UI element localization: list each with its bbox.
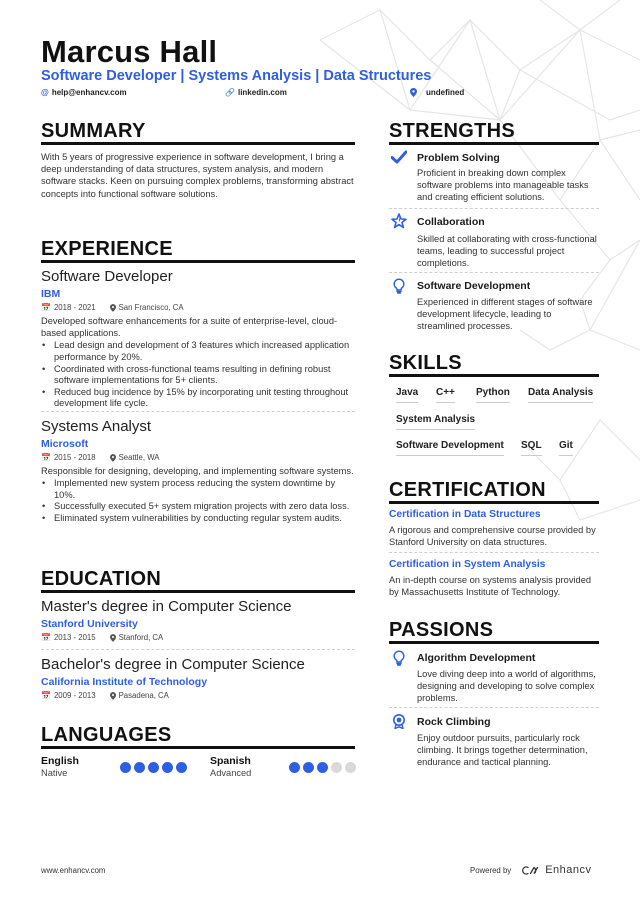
proficiency-dot-empty xyxy=(331,762,342,773)
star-icon xyxy=(391,213,407,229)
passion-title: Rock Climbing xyxy=(417,716,491,728)
certification-title: Certification in Data Structures xyxy=(389,509,541,520)
proficiency-dot-filled xyxy=(303,762,314,773)
skill-tag: C++ xyxy=(436,387,455,403)
proficiency-dot-filled xyxy=(317,762,328,773)
certification-text: An in-depth course on systems analysis provided by Massachusetts Institute of Technology. xyxy=(389,575,592,598)
strength-title: Software Development xyxy=(417,280,531,292)
summary-text: With 5 years of progressive experience in software development, I bring a deep understanding of data structures, system analysis, and modern software stacks. Keen on pursuing complex problems, transforming abstract concepts into functional software solutions. xyxy=(41,152,354,199)
skill-tag: SQL xyxy=(521,440,542,456)
proficiency-dot-filled xyxy=(134,762,145,773)
strength-text: Proficient in breaking down complex software problems into manageable tasks and creating efficient solutions. xyxy=(417,168,589,203)
footer-website[interactable]: www.enhancv.com xyxy=(41,866,106,875)
proficiency-dot-filled xyxy=(176,762,187,773)
proficiency-dot-filled xyxy=(120,762,131,773)
proficiency-dot-filled xyxy=(162,762,173,773)
divider xyxy=(41,649,355,650)
location-pin-icon xyxy=(410,88,417,97)
job-bullet: • Coordinated with cross-functional teams resulting in defining robust software implementations for 5+ clients. xyxy=(41,364,357,387)
skill-tag: Data Analysis xyxy=(528,387,593,403)
divider xyxy=(389,272,599,273)
divider xyxy=(389,707,599,708)
powered-by-label: Powered by xyxy=(470,865,512,875)
job-bullet: • Lead design and development of 3 features which increased application performance by 20%. xyxy=(41,340,357,363)
check-icon xyxy=(391,150,407,166)
passion-text: Enjoy outdoor pursuits, particularly rock climbing. It brings together determination, endurance and tactical planning. xyxy=(417,733,588,768)
education-dates: 2009 - 2013 xyxy=(53,691,96,700)
location-text: undefined xyxy=(426,88,465,97)
strength-title: Problem Solving xyxy=(417,152,500,164)
job-dates: 2015 - 2018 xyxy=(53,453,96,462)
strength-text: Skilled at collaborating with cross-functional teams, leading to successful project completions. xyxy=(417,234,597,269)
location-pin-icon xyxy=(110,634,116,642)
degree-title: Bachelor's degree in Computer Science xyxy=(41,656,305,673)
passion-title: Algorithm Development xyxy=(417,652,536,664)
divider xyxy=(389,208,599,209)
email-text: help@enhancv.com xyxy=(51,88,127,97)
proficiency-dot-filled xyxy=(289,762,300,773)
strength-text: Experienced in different stages of software development lifecycle, leading to streamlined processes. xyxy=(417,297,593,332)
language-proficiency-dots xyxy=(120,762,187,773)
education-meta xyxy=(41,633,357,642)
location-pin-icon xyxy=(110,304,116,312)
job-company: IBM xyxy=(41,288,61,300)
strength-title: Collaboration xyxy=(417,216,485,228)
job-location: San Francisco, CA xyxy=(118,303,184,312)
summary-rule xyxy=(41,142,355,145)
skill-tag: Git xyxy=(559,440,573,456)
education-rule xyxy=(41,590,355,593)
experience-rule xyxy=(41,260,355,263)
enhancv-logo[interactable] xyxy=(521,864,591,876)
languages-rule xyxy=(41,746,355,749)
degree-title: Master's degree in Computer Science xyxy=(41,598,292,615)
skill-tag: Java xyxy=(396,387,418,403)
calendar-icon: 📅 xyxy=(41,453,51,462)
skill-tag: Software Development xyxy=(396,440,504,456)
education-entry xyxy=(41,656,357,700)
footer-branding xyxy=(470,864,592,876)
education-heading: EDUCATION xyxy=(41,568,162,590)
strengths-rule xyxy=(389,142,599,145)
lightbulb-icon xyxy=(391,650,407,666)
job-meta xyxy=(41,303,357,312)
job-bullets xyxy=(41,340,357,410)
experience-heading: EXPERIENCE xyxy=(41,238,173,260)
link-icon: 🔗 xyxy=(225,88,235,97)
job-location: Seattle, WA xyxy=(118,453,160,462)
strengths-heading: STRENGTHS xyxy=(389,120,516,142)
education-location: Stanford, CA xyxy=(118,633,164,642)
summary-heading: SUMMARY xyxy=(41,120,146,142)
languages-heading: LANGUAGES xyxy=(41,724,172,746)
school-name: Stanford University xyxy=(41,618,138,630)
calendar-icon: 📅 xyxy=(41,633,51,642)
proficiency-dot-empty xyxy=(345,762,356,773)
enhancv-logo-icon xyxy=(521,865,541,876)
job-company: Microsoft xyxy=(41,438,89,450)
job-bullet: • Reduced bug incidence by 15% by incorporating unit testing throughout development life cycle. xyxy=(41,387,357,410)
school-name: California Institute of Technology xyxy=(41,676,208,688)
brand-name: Enhancv xyxy=(545,864,592,876)
language-level: Advanced xyxy=(210,768,252,778)
job-bullet: • Implemented new system process reducing the system downtime by 10%. xyxy=(41,478,357,501)
skill-tag: System Analysis xyxy=(396,414,475,430)
job-dates: 2018 - 2021 xyxy=(53,303,96,312)
job-description: Responsible for designing, developing, and implementing software systems. xyxy=(41,466,354,476)
contact-linkedin[interactable] xyxy=(225,88,287,97)
proficiency-dot-filled xyxy=(148,762,159,773)
skill-tag: Python xyxy=(476,387,510,403)
job-bullet: • Eliminated system vulnerabilities by conducting regular system audits. xyxy=(41,513,357,525)
certification-text: A rigorous and comprehensive course provided by Stanford University on data structures. xyxy=(389,525,596,548)
linkedin-text: linkedin.com xyxy=(237,88,287,97)
passions-rule xyxy=(389,641,599,644)
contact-location xyxy=(410,88,464,97)
divider xyxy=(41,411,355,412)
education-dates: 2013 - 2015 xyxy=(53,633,96,642)
skills-rule xyxy=(389,374,599,377)
certification-rule xyxy=(389,501,599,504)
language-name: Spanish xyxy=(210,755,251,767)
job-title: Software Developer xyxy=(41,268,173,285)
job-entry xyxy=(41,418,357,525)
skills-heading: SKILLS xyxy=(389,352,462,374)
medal-icon xyxy=(391,713,407,729)
job-meta xyxy=(41,453,357,462)
education-meta xyxy=(41,691,357,700)
language-level: Native xyxy=(41,768,68,778)
location-pin-icon xyxy=(110,454,116,462)
passions-heading: PASSIONS xyxy=(389,619,494,641)
candidate-name: Marcus Hall xyxy=(41,34,218,69)
candidate-subtitle: Software Developer | Systems Analysis | Data Structures xyxy=(41,68,432,84)
calendar-icon: 📅 xyxy=(41,691,51,700)
job-entry xyxy=(41,268,357,410)
location-pin-icon xyxy=(110,692,116,700)
job-bullets xyxy=(41,478,357,524)
certification-title: Certification in System Analysis xyxy=(389,559,546,570)
education-location: Pasadena, CA xyxy=(118,691,169,700)
at-icon: @ xyxy=(41,88,49,97)
passion-text: Love diving deep into a world of algorithms, designing and developing to solve complex problems. xyxy=(417,669,596,704)
language-proficiency-dots xyxy=(289,762,356,773)
education-entry xyxy=(41,598,357,642)
job-bullet: • Successfully executed 5+ system migration projects with zero data loss. xyxy=(41,501,357,513)
job-description: Developed software enhancements for a suite of enterprise-level, cloud-based applications. xyxy=(41,316,338,339)
divider xyxy=(389,552,599,553)
calendar-icon: 📅 xyxy=(41,303,51,312)
language-name: English xyxy=(41,755,79,767)
certification-heading: CERTIFICATION xyxy=(389,479,546,501)
contact-email[interactable] xyxy=(41,88,127,97)
lightbulb-icon xyxy=(391,278,407,294)
job-title: Systems Analyst xyxy=(41,418,152,435)
